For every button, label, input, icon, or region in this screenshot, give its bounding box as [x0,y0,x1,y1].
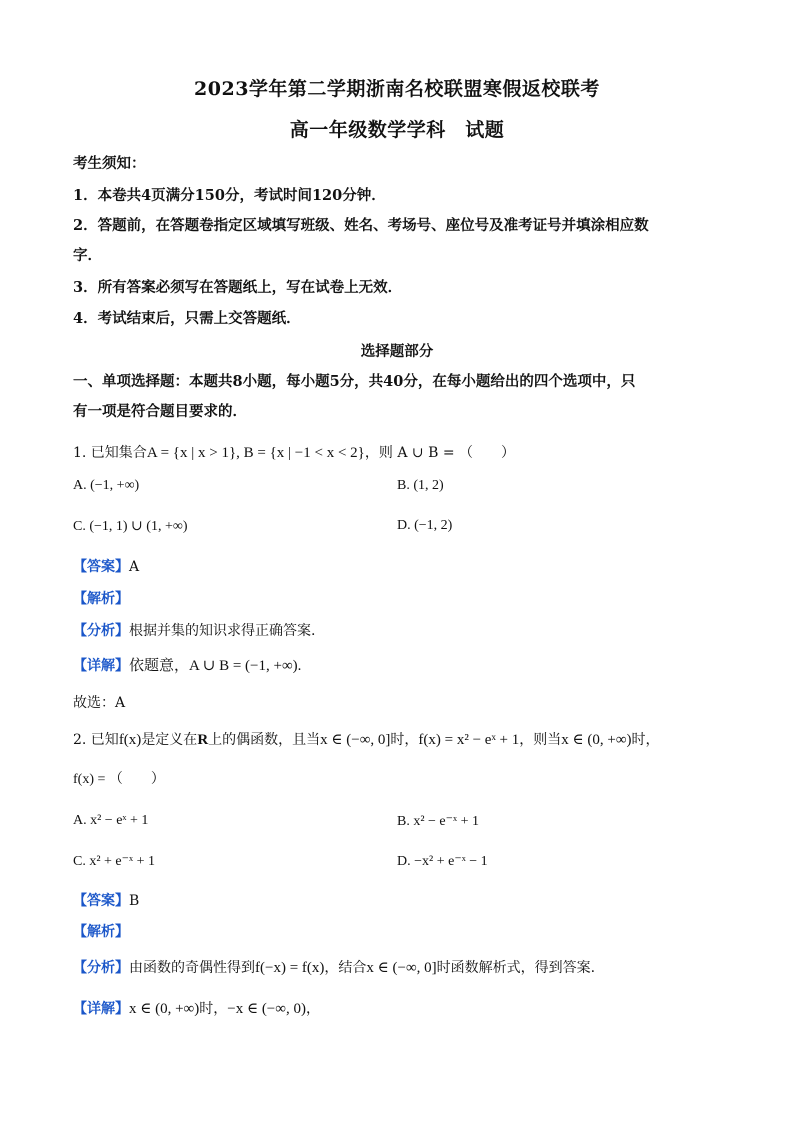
question-1 [73,442,515,462]
detail-tag: 【详解】 [73,658,129,674]
q2-text-d: 时， [390,732,419,748]
analysis-tag: 【解析】 [73,924,129,940]
exam-subtitle: 高一年级数学学科 试题 [289,119,505,141]
q2-text-e: ，则当 [519,732,562,748]
q2-option-a: A. x² − eˣ + 1 [73,813,149,828]
exam-title: 2023学年第二学期浙南名校联盟寒假返校联考 [194,78,600,100]
detail-tag: 【详解】 [73,1001,129,1017]
answer-value: B [129,893,140,909]
q2-text-f: 时， [631,732,660,748]
q2-option-d: D. −x² + e⁻ˣ − 1 [397,854,488,869]
detail-text-b: 时， [199,1001,228,1017]
q1-analysis-heading [73,588,129,608]
q2-cond2: x ∈ (0, +∞) [561,732,632,748]
q1-fenxi [73,620,315,640]
detail-cond: x ∈ (0, +∞) [129,1001,200,1017]
q2-fenxi [73,957,595,977]
answer-tag: 【答案】 [73,893,129,909]
q1-suffix: ，则 A ∪ B = （ ） [364,445,516,461]
q2-text-c: 上的偶函数，且当 [208,732,321,748]
q2-real-set: R [197,732,209,748]
q2-expr: f(x) = x² − eˣ + 1 [418,732,520,748]
notice-item-1: 1．本卷共4页满分150分，考试时间120分钟． [73,187,386,204]
detail-text-d: ， [305,1001,320,1017]
fenxi-cond: x ∈ (−∞, 0] [366,960,437,976]
fenxi-text-a: 由函数的奇偶性得到 [129,960,255,976]
q2-option-c: C. x² + e⁻ˣ + 1 [73,854,155,869]
q1-prefix: 1. 已知集合 [73,445,147,461]
q2-question-line2: f(x) = （ ） [73,772,165,787]
q1-detail [73,654,301,675]
q2-fx: f(x) [118,732,142,748]
fenxi-text: 根据并集的知识求得正确答案. [129,623,316,639]
q2-text-b: 是定义在 [141,732,198,748]
fenxi-tag: 【分析】 [73,960,129,976]
notice-item-3: 3．所有答案必须写在答题纸上，写在试卷上无效． [73,279,403,296]
detail-text: 依题意，A ∪ B = (−1, +∞). [129,658,302,674]
q1-answer [73,556,139,576]
section-desc-2: 有一项是符合题目要求的． [73,403,247,420]
q2-cond: x ∈ (−∞, 0] [320,732,391,748]
q1-choose: 故选：A [73,695,126,711]
q1-option-d: D. (−1, 2) [397,518,453,533]
q1-option-c: C. (−1, 1) ∪ (1, +∞) [73,519,188,534]
q2-answer [73,890,139,910]
notice-item-4: 4．考试结束后，只需上交答题纸． [73,310,301,327]
q2-text-a: 2. 已知 [73,732,119,748]
notice-item-2-cont: 字． [73,247,102,264]
q2-option-b: B. x² − e⁻ˣ + 1 [397,814,479,829]
fenxi-text-c: 时函数解析式，得到答案. [436,960,596,976]
question-2 [73,729,660,749]
q2-analysis-heading [73,921,129,941]
fenxi-tag: 【分析】 [73,623,129,639]
analysis-tag: 【解析】 [73,591,129,607]
notice-item-2: 2．答题前，在答题卷指定区域填写班级、姓名、考场号、座位号及准考证号并填涂相应数 [73,217,649,234]
q1-sets: A = {x | x > 1}, B = {x | −1 < x < 2} [146,445,365,461]
answer-tag: 【答案】 [73,559,129,575]
notice-heading: 考生须知： [73,155,146,172]
section-title: 选择题部分 [360,343,434,360]
fenxi-expr: f(−x) = f(x) [255,960,325,976]
q1-option-b: B. (1, 2) [397,478,444,493]
fenxi-text-b: ，结合 [324,960,367,976]
q1-option-a: A. (−1, +∞) [73,478,140,493]
answer-value: A [129,559,140,575]
section-desc-1: 一、单项选择题：本题共8小题，每小题5分，共40分，在每小题给出的四个选项中，只 [73,373,636,390]
detail-neg-cond: −x ∈ (−∞, 0) [227,1001,306,1017]
q2-detail [73,998,320,1018]
